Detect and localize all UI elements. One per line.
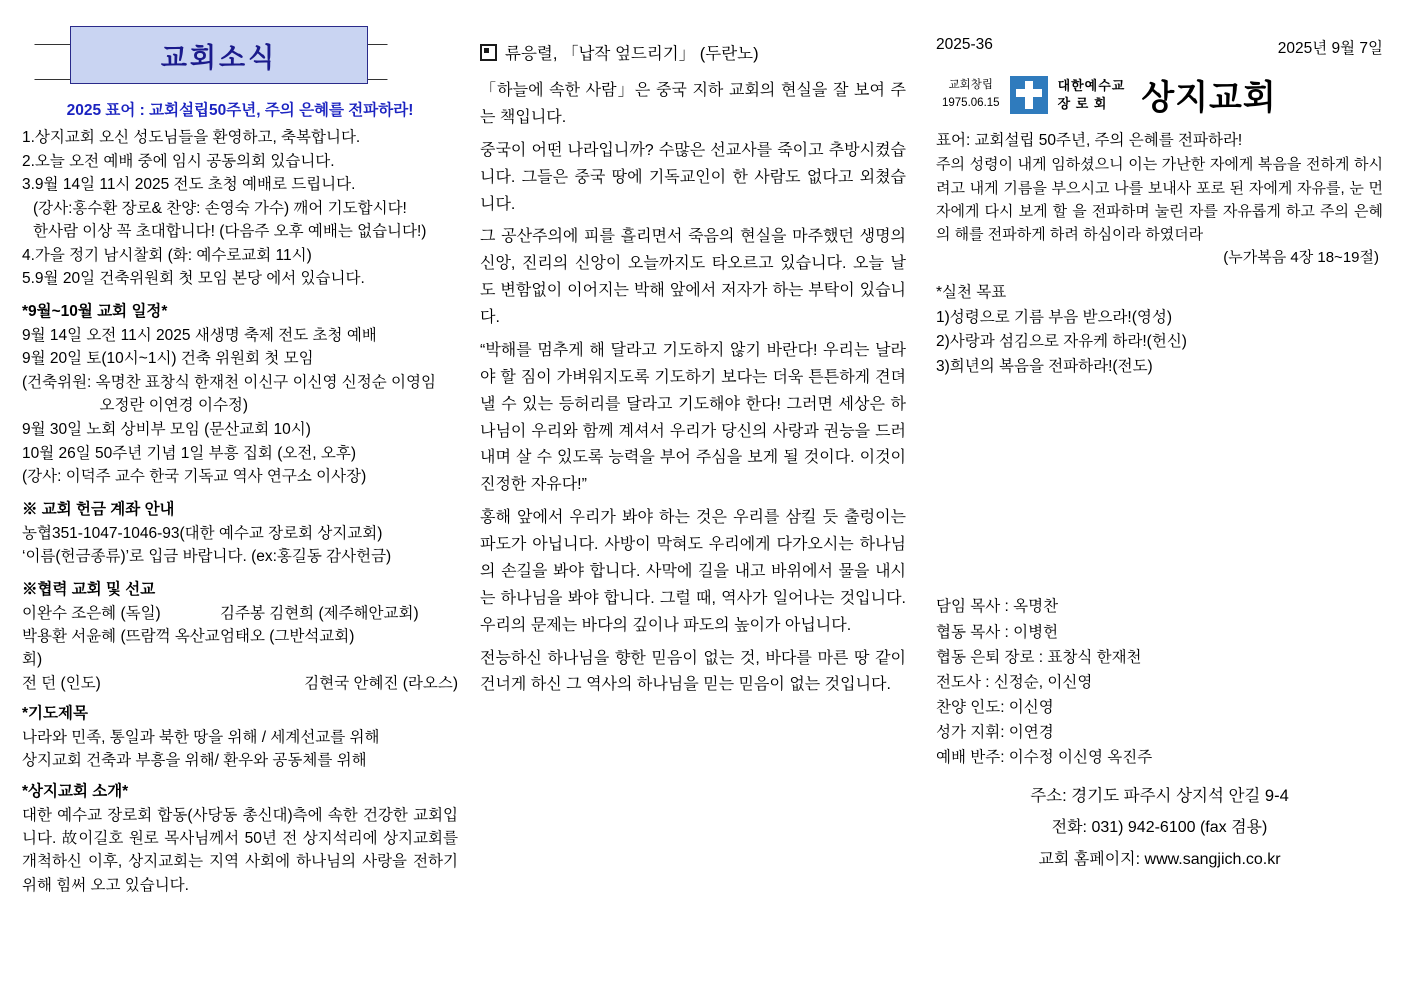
theme-verse: 주의 성령이 내게 임하셨으니 이는 가난한 자에게 복음을 전하게 하시려고 내게 기름을 부으시고 나를 보내사 포로 된 자에게 자유를, 눈 먼 자에게 다시 보게 할 을 전파하며 눌린 자를 자유롭게 하고 주의 은혜의 해를 전파하게 하려 하심이라 하였더라 — [936, 156, 1383, 244]
schedule-item: 9월 30일 노회 상비부 모임 (문산교회 10시) — [22, 421, 311, 439]
goal-item: 1)성령으로 기름 부음 받으라!(영성) — [936, 308, 1172, 326]
right-column — [922, 0, 1403, 992]
schedule-item: (건축위원: 옥명찬 표창식 한재천 이신구 이신영 신정순 이영임 — [22, 373, 436, 391]
theme-verse-ref: (누가복음 4장 18~19절) — [1223, 249, 1379, 267]
mission-right: 김현국 안혜진 (라오스) — [304, 674, 458, 692]
prayer-heading: *기도제목 — [22, 704, 88, 722]
prayer-line: 나라와 민족, 통일과 북한 땅을 위해 / 세계선교를 위해 — [22, 728, 380, 746]
notice-item: 2.오늘 오전 예배 중에 임시 공동의회 있습니다. — [22, 152, 335, 170]
article-paragraph: 홍해 앞에서 우리가 봐야 하는 것은 우리를 삼킬 듯 출렁이는 파도가 아닙니다. 사방이 막혀도 우리에게 다가오시는 하나님의 손길을 봐야 합니다. 사막에 길을 내고 바위에서 물을 내시는 하나님을 봐야 합니다. 그럴 때, 역사가 일어나는 것입니다. 우리의 문제는 바다의 깊이나 파도의 높이가 아닙니다. — [480, 509, 906, 634]
notice-subitem: 한사람 이상 꼭 초대합니다! (다음주 오후 예배는 없습니다!) — [33, 223, 427, 241]
mission-left: 이완수 조은혜 (독일) — [22, 604, 161, 622]
mission-right: 엄태오 (그반석교회) — [220, 628, 355, 646]
schedule-item: (강사: 이덕주 교수 한국 기독교 역사 연구소 이사장) — [22, 468, 367, 486]
staff-item: 성가 지휘: 이연경 — [936, 723, 1054, 741]
spacer — [936, 267, 1383, 281]
founded-date: 1975.06.15 — [942, 96, 1000, 109]
goal-item: 3)희년의 복음을 전파하라!(전도) — [936, 357, 1153, 375]
founded-label: 교회창립 — [948, 79, 993, 92]
staff-item: 협동 목사 : 이병헌 — [936, 623, 1059, 641]
mission-row — [22, 625, 458, 672]
staff-item: 찬양 인도: 이신영 — [936, 698, 1054, 716]
staff-item: 예배 반주: 이수정 이신영 옥진주 — [936, 749, 1153, 767]
contact-block — [936, 780, 1383, 875]
founded-block — [942, 77, 1000, 112]
ribbon-body — [70, 26, 368, 84]
notice-item: 3.9월 14일 11시 2025 전도 초청 예배로 드립니다. — [22, 176, 356, 194]
church-logo-row — [942, 70, 1383, 119]
prayer-line: 상지교회 건축과 부흥을 위해/ 환우와 공동체를 위해 — [22, 752, 367, 770]
banner-title: 교회소식 — [160, 42, 278, 73]
book-citation-text: 류응렬, 「납작 엎드리기」 (두란노) — [505, 45, 759, 63]
year-slogan: 2025 표어 : 교회설립50주년, 주의 은혜를 전파하라! — [66, 102, 414, 119]
left-column — [0, 0, 472, 992]
denomination-line1: 대한예수교 — [1057, 77, 1126, 93]
mission-row — [22, 602, 458, 625]
spacer-large — [936, 379, 1383, 594]
intro-heading: *상지교회 소개* — [22, 782, 129, 800]
goals-heading: *실천 목표 — [936, 284, 1007, 302]
cross-logo-icon — [1010, 76, 1048, 114]
article-paragraph: 그 공산주의에 피를 흘리면서 죽음의 현실을 마주했던 생명의 신앙, 진리의 신앙이 오늘까지도 타오르고 있습니다. 오늘 날도 변함없이 이어지는 박해 앞에서 저자가 하는 부탁이 있습니다. — [480, 228, 906, 326]
staff-item: 담임 목사 : 옥명찬 — [936, 598, 1059, 616]
schedule-item: 오정란 이연경 이수정) — [22, 397, 249, 415]
church-news-banner — [22, 22, 458, 92]
account-line: 농협351-1047-1046-93(대한 예수교 장로회 상지교회) — [22, 524, 383, 542]
article-paragraph: 중국이 어떤 나라입니까? 수많은 선교사를 죽이고 추방시켰습니다. 그들은 중국 땅에 기독교인이 한 사람도 없다고 외쳤습니다. — [480, 141, 906, 213]
denomination-block — [1058, 77, 1126, 112]
motto: 표어: 교회설립 50주년, 주의 은혜를 전파하라! — [936, 132, 1243, 149]
schedule-item: 10월 26일 50주년 기념 1일 부흥 집회 (오전, 오후) — [22, 444, 357, 462]
bullet-square-icon — [480, 44, 497, 61]
article-paragraph: 「하늘에 속한 사람」은 중국 지하 교회의 현실을 잘 보여 주는 책입니다. — [480, 82, 906, 126]
notice-item: 1.상지교회 오신 성도님들을 환영하고, 축복합니다. — [22, 129, 361, 146]
issue-number: 2025-36 — [936, 36, 993, 53]
middle-column — [472, 0, 922, 992]
church-homepage[interactable]: 교회 홈페이지: www.sangjich.co.kr — [1038, 850, 1281, 868]
schedule-heading: *9월~10월 교회 일정* — [22, 302, 168, 320]
notice-item: 4.가을 정기 남시찰회 (화: 예수로교회 11시) — [22, 246, 312, 264]
notice-subitem: (강사:홍수환 장로& 찬양: 손영숙 가수) 깨어 기도합시다! — [33, 199, 407, 217]
account-line: ‘이름(헌금종류)’로 입금 바랍니다. (ex:홍길동 감사헌금) — [22, 548, 392, 566]
notice-item: 5.9월 20일 건축위원회 첫 모임 본당 에서 있습니다. — [22, 270, 365, 288]
staff-item: 전도사 : 신정순, 이신영 — [936, 673, 1093, 691]
article-paragraph: “박해를 멈추게 해 달라고 기도하지 않기 바란다! 우리는 날라야 할 짐이 가벼워지도록 기도하기 보다는 더욱 튼튼하게 견뎌 낼 수 있는 등허리를 달라고 기도해야 한다! 그러면 세상은 하나님이 우리와 함께 계셔서 우리가 당신의 사랑과 권능을 드러내며 살 수 있도록 능력을 부어 주심을 보게 될 것이다. 이것이 진정한 자유다!” — [480, 341, 906, 494]
intro-text: 대한 예수교 장로회 합동(사당동 총신대)측에 속한 건강한 교회입니다. 故이길호 원로 목사님께서 50년 전 상지석리에 상지교회를 개척하신 이후, 상지교회는 지역 사회에 하나님의 사랑을 전하기 위해 힘써 오고 있습니다. — [22, 806, 458, 894]
schedule-item: 9월 20일 토(10시~1시) 건축 위원회 첫 모임 — [22, 350, 314, 368]
denomination-line2: 장 로 회 — [1057, 95, 1108, 111]
mission-heading: ※협력 교회 및 선교 — [22, 580, 156, 598]
article-paragraph: 전능하신 하나님을 향한 믿음이 없는 것, 바다를 마른 땅 같이 건너게 하신 그 역사의 하나님을 믿는 믿음이 없는 것입니다. — [480, 649, 906, 694]
staff-item: 협동 은퇴 장로 : 표창식 한재천 — [936, 648, 1142, 666]
mission-left: 박용환 서윤혜 (뜨람꺽 옥산교회) — [22, 628, 220, 669]
mission-left: 전 던 (인도) — [22, 674, 101, 692]
staff-list — [936, 594, 1383, 770]
church-address: 주소: 경기도 파주시 상지석 안길 9-4 — [1030, 787, 1289, 806]
book-citation — [480, 40, 906, 64]
goal-item: 2)사랑과 섬김으로 자유케 하라!(헌신) — [936, 333, 1187, 351]
church-name: 상지교회 — [1141, 79, 1277, 117]
mission-row — [22, 672, 458, 695]
schedule-item: 9월 14일 오전 11시 2025 새생명 축제 전도 초청 예배 — [22, 326, 377, 344]
issue-date: 2025년 9월 7일 — [1277, 40, 1383, 57]
account-heading: ※ 교회 헌금 계좌 안내 — [22, 500, 175, 518]
church-phone: 전화: 031) 942-6100 (fax 겸용) — [1051, 819, 1268, 837]
mission-right: 김주봉 김현희 (제주해안교회) — [220, 604, 419, 622]
issue-row — [936, 36, 1383, 58]
